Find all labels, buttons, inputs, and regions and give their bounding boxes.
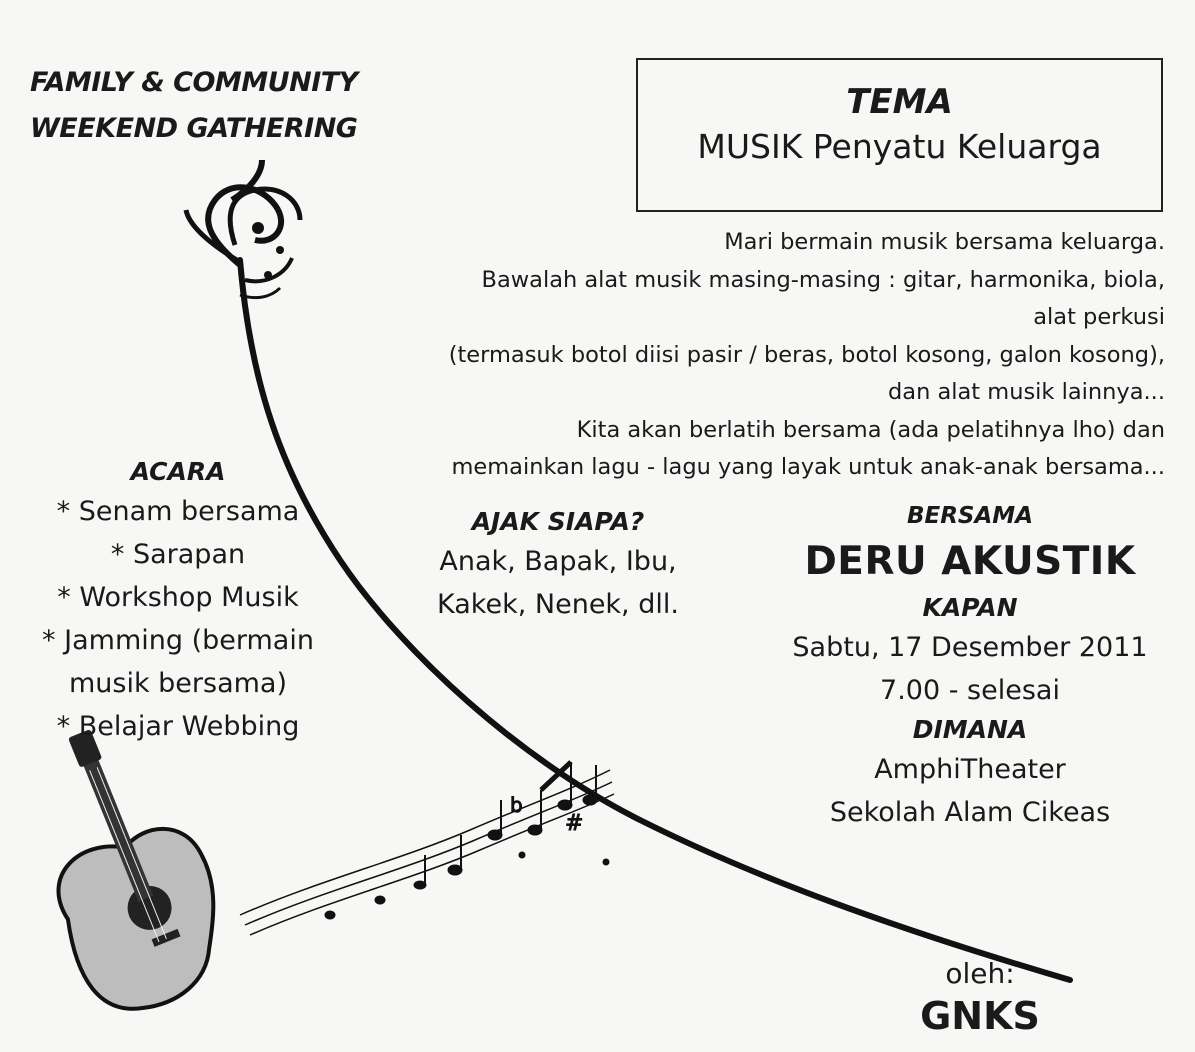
intro-line: Mari bermain musik bersama keluarga.: [724, 229, 1165, 255]
where-heading: DIMANA: [912, 715, 1028, 744]
music-notes-icon: [240, 762, 614, 935]
program-item: * Sarapan: [110, 539, 246, 570]
event-date: Sabtu, 17 Desember 2011: [792, 632, 1148, 663]
invitees-line: Kakek, Nenek, dll.: [437, 589, 679, 620]
intro-paragraph: [285, 224, 1165, 487]
theme-label: TEMA: [846, 82, 953, 122]
program-list: [18, 454, 338, 748]
guitar-icon: [0, 708, 248, 1027]
intro-line: dan alat musik lainnya...: [888, 379, 1165, 405]
intro-line: alat perkusi: [1033, 304, 1165, 330]
organizer-label: oleh:: [945, 957, 1015, 990]
program-item: musik bersama): [68, 668, 288, 699]
event-details: [760, 498, 1180, 834]
when-heading: KAPAN: [922, 593, 1018, 622]
invitees-heading: AJAK SIAPA?: [471, 507, 645, 536]
intro-line: memainkan lagu - lagu yang layak untuk anak-anak bersama...: [451, 454, 1165, 480]
event-title-line-1: FAMILY & COMMUNITY: [30, 67, 358, 98]
with-label: BERSAMA: [906, 503, 1033, 529]
svg-text:b: b: [510, 793, 523, 817]
event-title: [30, 60, 410, 152]
organizer-name: GNKS: [920, 994, 1040, 1038]
program-heading: ACARA: [130, 457, 226, 486]
venue-line-1: AmphiTheater: [874, 754, 1066, 785]
band-name: DERU AKUSTIK: [804, 539, 1136, 584]
organizer: [860, 958, 1100, 1042]
program-item: * Belajar Webbing: [56, 711, 300, 742]
intro-line: Kita akan berlatih bersama (ada pelatihnya lho) dan: [576, 416, 1165, 443]
invitees-line: Anak, Bapak, Ibu,: [439, 546, 677, 577]
theme-text: MUSIK Penyatu Keluarga: [697, 127, 1102, 166]
intro-line: (termasuk botol diisi pasir / beras, botol kosong, galon kosong),: [448, 341, 1165, 368]
event-time: 7.00 - selesai: [880, 675, 1060, 706]
theme-box: [636, 58, 1163, 212]
svg-text:#: #: [565, 811, 584, 836]
invitees-section: [410, 504, 706, 626]
program-item: * Jamming (bermain: [42, 625, 314, 656]
program-item: * Senam bersama: [56, 496, 300, 527]
program-item: * Workshop Musik: [57, 582, 299, 613]
venue-line-2: Sekolah Alam Cikeas: [829, 797, 1111, 828]
intro-line: Bawalah alat musik masing-masing : gitar, harmonika, biola,: [481, 266, 1165, 293]
event-title-line-2: WEEKEND GATHERING: [30, 113, 358, 144]
